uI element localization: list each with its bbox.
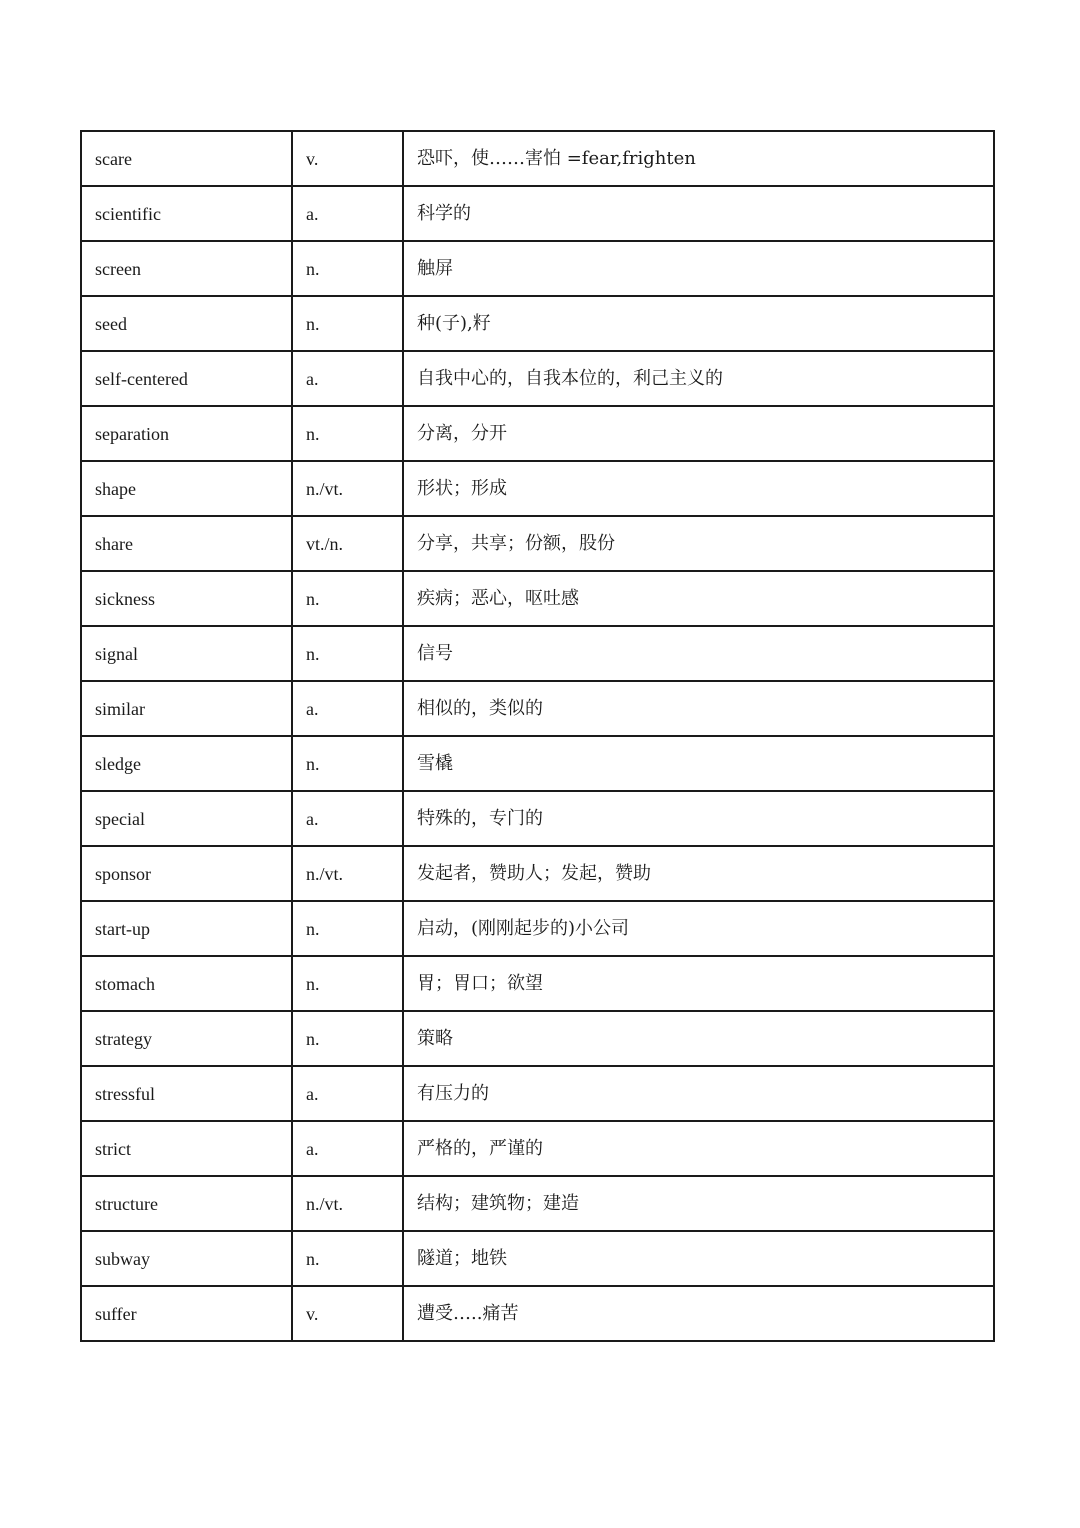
word-cell: self-centered bbox=[81, 351, 292, 406]
table-row bbox=[81, 461, 994, 516]
word-cell: separation bbox=[81, 406, 292, 461]
table-row bbox=[81, 516, 994, 571]
table-row bbox=[81, 1011, 994, 1066]
word-cell: strict bbox=[81, 1121, 292, 1176]
definition-cell: 科学的 bbox=[403, 186, 994, 241]
word-cell: stressful bbox=[81, 1066, 292, 1121]
pos-cell: n. bbox=[292, 901, 403, 956]
pos-cell: n. bbox=[292, 1011, 403, 1066]
table-row bbox=[81, 1066, 994, 1121]
table-row bbox=[81, 736, 994, 791]
pos-cell: vt./n. bbox=[292, 516, 403, 571]
pos-cell: n. bbox=[292, 626, 403, 681]
word-cell: similar bbox=[81, 681, 292, 736]
pos-cell: v. bbox=[292, 1286, 403, 1341]
definition-cell: 胃；胃口；欲望 bbox=[403, 956, 994, 1011]
pos-cell: v. bbox=[292, 131, 403, 186]
word-cell: seed bbox=[81, 296, 292, 351]
definition-cell: 自我中心的，自我本位的，利己主义的 bbox=[403, 351, 994, 406]
table-row bbox=[81, 571, 994, 626]
pos-cell: a. bbox=[292, 791, 403, 846]
pos-cell: a. bbox=[292, 186, 403, 241]
table-row bbox=[81, 131, 994, 186]
word-cell: scare bbox=[81, 131, 292, 186]
definition-cell: 信号 bbox=[403, 626, 994, 681]
pos-cell: a. bbox=[292, 681, 403, 736]
word-cell: suffer bbox=[81, 1286, 292, 1341]
definition-cell: 策略 bbox=[403, 1011, 994, 1066]
pos-cell: n. bbox=[292, 1231, 403, 1286]
pos-cell: n./vt. bbox=[292, 461, 403, 516]
word-cell: screen bbox=[81, 241, 292, 296]
definition-cell: 发起者，赞助人；发起，赞助 bbox=[403, 846, 994, 901]
pos-cell: n./vt. bbox=[292, 846, 403, 901]
definition-cell: 隧道；地铁 bbox=[403, 1231, 994, 1286]
vocabulary-table bbox=[80, 130, 995, 1342]
pos-cell: a. bbox=[292, 1066, 403, 1121]
table-row bbox=[81, 1121, 994, 1176]
pos-cell: n./vt. bbox=[292, 1176, 403, 1231]
table-row bbox=[81, 186, 994, 241]
word-cell: start-up bbox=[81, 901, 292, 956]
word-cell: sickness bbox=[81, 571, 292, 626]
word-cell: scientific bbox=[81, 186, 292, 241]
table-row bbox=[81, 406, 994, 461]
pos-cell: n. bbox=[292, 241, 403, 296]
definition-cell: 严格的，严谨的 bbox=[403, 1121, 994, 1176]
table-row bbox=[81, 241, 994, 296]
table-row bbox=[81, 901, 994, 956]
definition-cell: 启动，(刚刚起步的)小公司 bbox=[403, 901, 994, 956]
word-cell: strategy bbox=[81, 1011, 292, 1066]
word-cell: sponsor bbox=[81, 846, 292, 901]
definition-cell: 遭受…..痛苦 bbox=[403, 1286, 994, 1341]
table-row bbox=[81, 1176, 994, 1231]
table-row bbox=[81, 681, 994, 736]
pos-cell: a. bbox=[292, 1121, 403, 1176]
table-row bbox=[81, 846, 994, 901]
table-row bbox=[81, 626, 994, 681]
pos-cell: n. bbox=[292, 736, 403, 791]
table-row bbox=[81, 296, 994, 351]
table-row bbox=[81, 351, 994, 406]
definition-cell: 特殊的，专门的 bbox=[403, 791, 994, 846]
table-row bbox=[81, 956, 994, 1011]
word-cell: shape bbox=[81, 461, 292, 516]
pos-cell: n. bbox=[292, 406, 403, 461]
table-row bbox=[81, 1231, 994, 1286]
definition-cell: 有压力的 bbox=[403, 1066, 994, 1121]
word-cell: sledge bbox=[81, 736, 292, 791]
pos-cell: n. bbox=[292, 571, 403, 626]
definition-cell: 分离，分开 bbox=[403, 406, 994, 461]
definition-cell: 疾病；恶心，呕吐感 bbox=[403, 571, 994, 626]
definition-cell: 触屏 bbox=[403, 241, 994, 296]
word-cell: structure bbox=[81, 1176, 292, 1231]
pos-cell: n. bbox=[292, 296, 403, 351]
word-cell: share bbox=[81, 516, 292, 571]
table-row bbox=[81, 1286, 994, 1341]
table-row bbox=[81, 791, 994, 846]
definition-cell: 分享，共享；份额，股份 bbox=[403, 516, 994, 571]
word-cell: signal bbox=[81, 626, 292, 681]
pos-cell: a. bbox=[292, 351, 403, 406]
definition-cell: 相似的，类似的 bbox=[403, 681, 994, 736]
definition-cell: 雪橇 bbox=[403, 736, 994, 791]
pos-cell: n. bbox=[292, 956, 403, 1011]
word-cell: special bbox=[81, 791, 292, 846]
word-cell: stomach bbox=[81, 956, 292, 1011]
word-cell: subway bbox=[81, 1231, 292, 1286]
definition-cell: 恐吓，使……害怕 =fear,frighten bbox=[403, 131, 994, 186]
definition-cell: 结构；建筑物；建造 bbox=[403, 1176, 994, 1231]
definition-cell: 种(子),籽 bbox=[403, 296, 994, 351]
definition-cell: 形状；形成 bbox=[403, 461, 994, 516]
